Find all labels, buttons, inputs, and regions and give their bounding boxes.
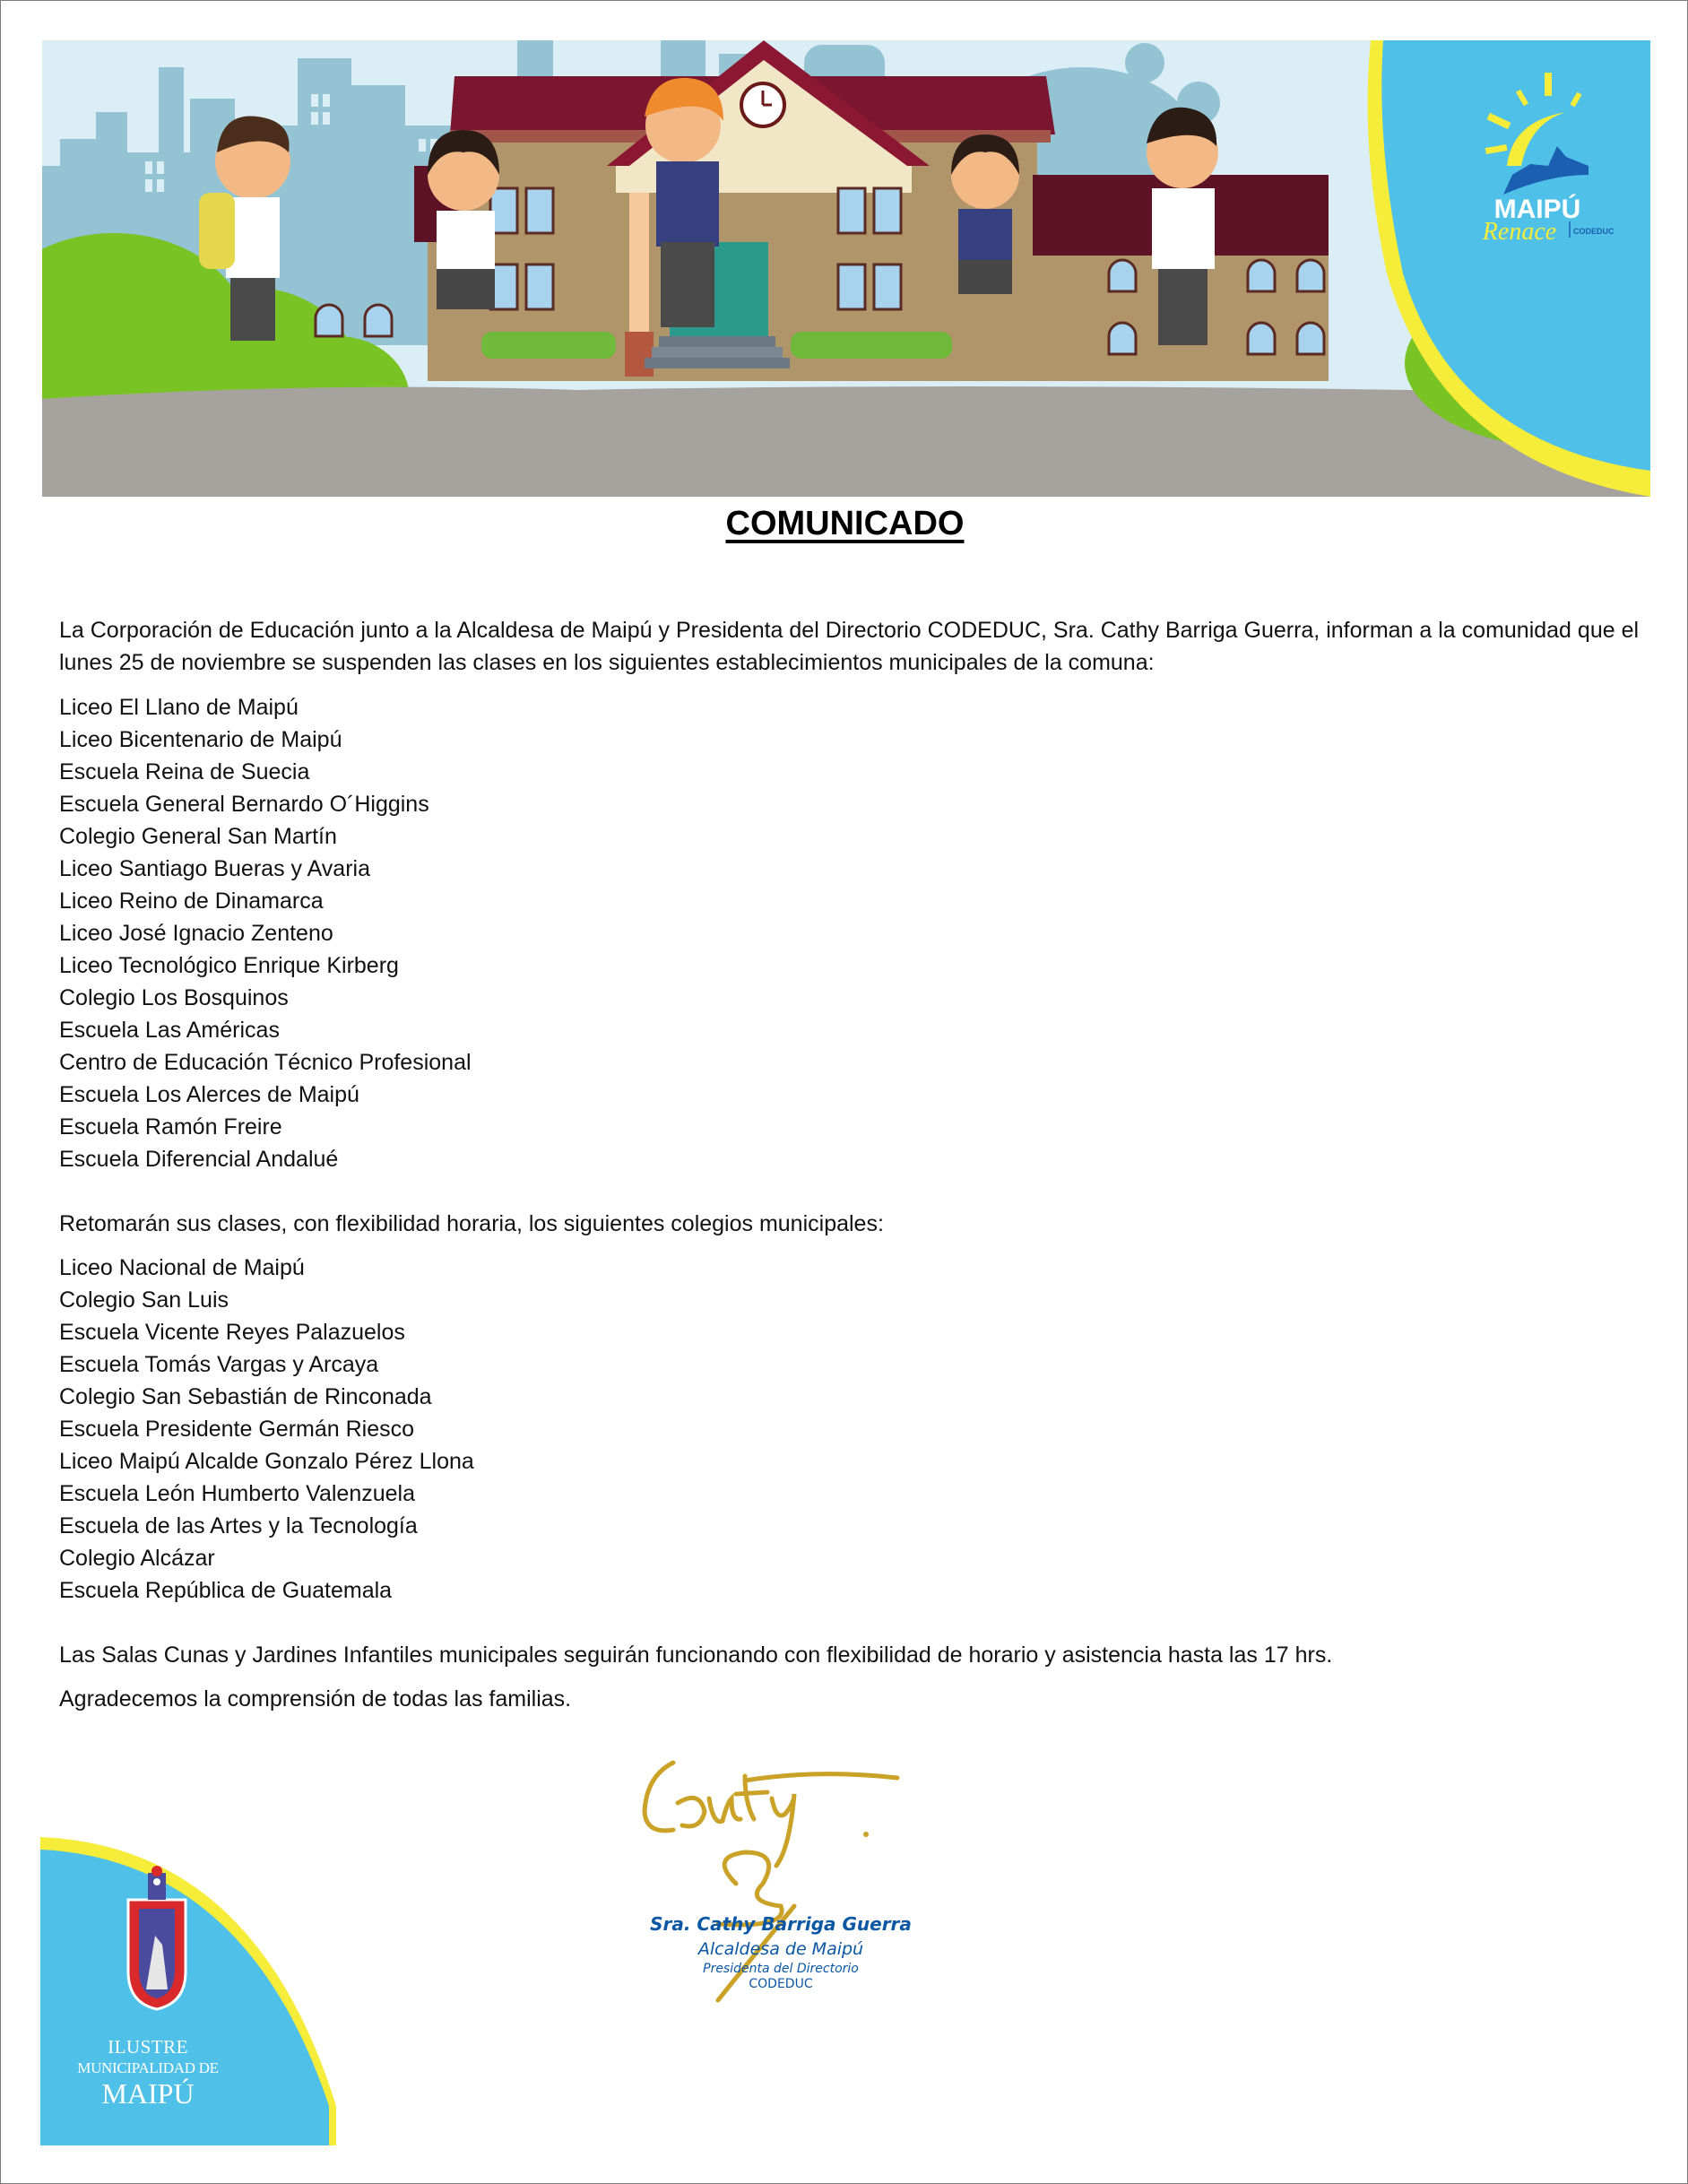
list-item: Escuela Los Alerces de Maipú [59,1082,359,1107]
list-item: Colegio Alcázar [59,1546,215,1571]
list-item: Escuela General Bernardo O´Higgins [59,792,429,817]
resuming-schools-list [59,1252,1655,1607]
list-item: Escuela Tomás Vargas y Arcaya [59,1352,379,1377]
closing-paragraph: Agradecemos la comprensión de todas las familias. [59,1686,572,1712]
list-item: Liceo Tecnológico Enrique Kirberg [59,953,399,978]
logo-codeduc-text: CODEDUC [1573,227,1614,236]
list-item: Colegio San Sebastián de Rinconada [59,1384,432,1409]
list-item: Escuela Ramón Freire [59,1114,282,1140]
list-item: Escuela Reina de Suecia [59,759,310,784]
signatory-role: Alcaldesa de Maipú [697,1939,864,1959]
document-title: COMUNICADO [725,505,965,542]
header-banner [42,40,1650,497]
road [42,386,1650,497]
list-item: Escuela León Humberto Valenzuela [59,1481,416,1506]
signatory-role-2: Presidenta del Directorio [703,1962,859,1976]
list-item: Escuela Las Américas [59,1018,280,1043]
list-item: Centro de Educación Técnico Profesional [59,1050,472,1075]
list-item: Colegio Los Bosquinos [59,985,289,1010]
list-item: Escuela República de Guatemala [59,1578,393,1603]
municipal-logo-line-1: ILUSTRE [108,2036,188,2058]
list-item: Liceo Santiago Bueras y Avaria [59,856,370,881]
list-item: Escuela Vicente Reyes Palazuelos [59,1320,405,1345]
list-item: Liceo El Llano de Maipú [59,695,299,720]
logo-renace-text: Renace [1482,218,1557,246]
logo-maipu-text: MAIPÚ [1493,195,1581,224]
municipal-logo-line-2: MUNICIPALIDAD DE [77,2059,219,2076]
list-item: Liceo José Ignacio Zenteno [59,921,333,946]
list-item: Colegio General San Martín [59,824,337,849]
list-item: Colegio San Luis [59,1287,229,1313]
list-item: Escuela Presidente Germán Riesco [59,1417,415,1442]
list-item: Escuela Diferencial Andalué [59,1147,339,1172]
nurseries-paragraph: Las Salas Cunas y Jardines Infantiles municipales seguirán funcionando con flexibilidad de horario y asistencia hasta las 17 hrs. [59,1642,1333,1668]
signatory-role-3: CODEDUC [749,1977,813,1991]
resume-paragraph: Retomarán sus clases, con flexibilidad horaria, los siguientes colegios municipales: [59,1211,884,1236]
signature-block [610,1749,1005,2009]
signatory-name: Sra. Cathy Barriga Guerra [650,1913,912,1935]
list-item: Escuela de las Artes y la Tecnología [59,1513,418,1538]
list-item: Liceo Bicentenario de Maipú [59,727,342,752]
municipal-logo-line-3: MAIPÚ [101,2077,195,2110]
suspended-schools-list [59,691,1655,1175]
municipal-logo [40,1837,336,2158]
school-illustration [42,40,1650,497]
list-item: Liceo Nacional de Maipú [59,1255,305,1280]
list-item: Liceo Maipú Alcalde Gonzalo Pérez Llona [59,1449,474,1474]
list-item: Liceo Reino de Dinamarca [59,888,324,914]
intro-paragraph: La Corporación de Educación junto a la Alcaldesa de Maipú y Presidenta del Directorio CODEDUC, Sra. Cathy Barriga Guerra, informan a la comunidad que el lunes 25 de noviembre se suspenden las clases en los siguientes establecimientos municipales de la comuna: [59,618,1640,675]
